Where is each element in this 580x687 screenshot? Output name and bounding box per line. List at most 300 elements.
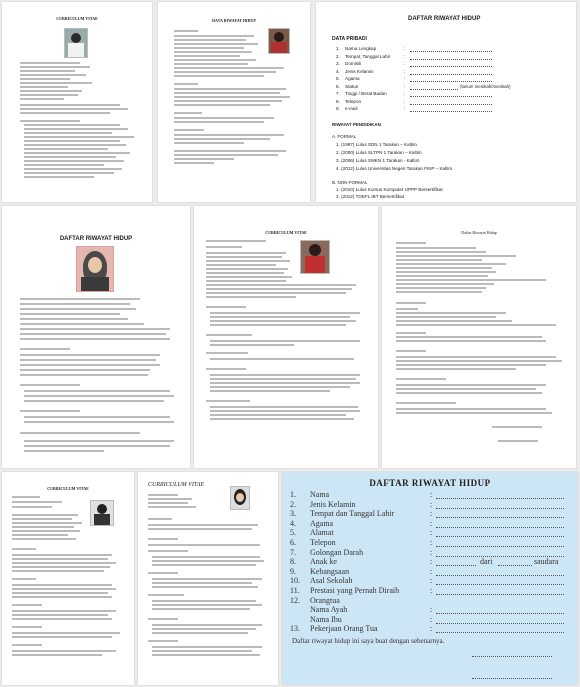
biodata-colon: : <box>430 557 433 567</box>
text-line <box>210 320 356 322</box>
text-line <box>20 86 68 88</box>
text-line <box>396 368 516 370</box>
text-line <box>174 83 198 85</box>
text-line <box>20 354 160 356</box>
text-line <box>24 450 104 452</box>
text-line <box>12 584 112 586</box>
text-line <box>20 98 64 100</box>
text-line <box>174 112 202 114</box>
text-line <box>206 296 296 298</box>
personal-field-value[interactable] <box>410 59 492 60</box>
biodata-colon: : <box>430 576 433 586</box>
text-line <box>12 618 112 620</box>
text-line <box>12 588 116 590</box>
text-line <box>498 440 538 442</box>
text-line <box>174 162 214 164</box>
text-line <box>152 646 262 648</box>
text-line <box>12 610 116 612</box>
text-line <box>396 271 496 273</box>
text-line <box>206 306 246 308</box>
anak-dari-label: dari <box>480 557 493 567</box>
text-line <box>24 152 130 154</box>
profile-photo <box>230 486 250 510</box>
text-line <box>210 410 360 412</box>
text-line <box>152 600 256 602</box>
text-line <box>206 352 248 354</box>
text-line <box>210 414 346 416</box>
biodata-value[interactable] <box>436 546 564 547</box>
text-line <box>206 400 250 402</box>
biodata-number: 3. <box>290 509 296 519</box>
biodata-number: 11. <box>290 586 300 595</box>
biodata-value[interactable] <box>436 508 564 509</box>
text-line <box>152 582 252 584</box>
personal-field-colon: : <box>404 98 406 104</box>
text-line <box>152 608 250 610</box>
text-line <box>24 421 174 423</box>
text-line <box>12 578 36 580</box>
biodata-colon: : <box>430 490 433 499</box>
text-line <box>20 432 140 434</box>
personal-field-colon: : <box>404 61 406 66</box>
personal-field-value[interactable] <box>410 51 492 52</box>
text-line <box>396 316 496 318</box>
text-line <box>12 501 62 503</box>
biodata-label: Telepon <box>310 538 336 547</box>
text-line <box>174 67 284 69</box>
text-line <box>396 388 536 390</box>
text-line <box>396 340 546 342</box>
text-line <box>206 272 284 274</box>
text-line <box>396 408 546 410</box>
cv-thumbnail-1[interactable] <box>2 2 152 202</box>
text-line <box>148 524 258 526</box>
text-line <box>206 264 276 266</box>
text-line <box>24 128 128 130</box>
text-line <box>24 160 124 162</box>
text-line <box>396 356 556 358</box>
text-line <box>396 267 492 269</box>
text-line <box>206 284 356 286</box>
text-line <box>12 530 80 532</box>
cv-thumbnail-8[interactable] <box>138 472 278 685</box>
personal-field-value[interactable] <box>410 74 492 75</box>
text-line <box>20 298 140 300</box>
cv-title: CURRICULUM VITAE <box>56 16 98 21</box>
text-line <box>24 144 126 146</box>
text-line <box>206 256 282 258</box>
text-line <box>20 318 128 320</box>
personal-field-label: 2. <box>336 53 340 59</box>
text-line <box>206 280 286 282</box>
text-line <box>396 350 426 352</box>
biodata-value[interactable] <box>436 632 564 633</box>
biodata-number: 6. <box>290 538 296 547</box>
biodata-colon: : <box>430 547 433 557</box>
text-line <box>148 572 178 574</box>
text-line <box>148 494 178 496</box>
text-line <box>210 316 350 318</box>
text-line <box>174 63 248 65</box>
text-line <box>396 332 426 334</box>
text-line <box>396 287 486 289</box>
text-line <box>396 402 456 404</box>
biodata-number: 2. <box>290 499 296 509</box>
personal-field-label: Tinggi / Berat Badan <box>345 91 387 96</box>
text-line <box>24 124 120 126</box>
text-line <box>174 104 270 106</box>
text-line <box>20 66 90 68</box>
biodata-value[interactable] <box>436 498 564 499</box>
formal-education-item: 3. (2006) Lulus SMKN 1 Tarakan - Kaltim <box>336 158 420 163</box>
text-line <box>174 51 252 53</box>
biodata-number: 5. <box>290 528 296 538</box>
text-line <box>24 168 122 170</box>
text-line <box>396 302 426 304</box>
text-line <box>396 247 476 249</box>
text-line <box>174 117 274 119</box>
cv-title: CURRICULUM VITAE <box>265 230 307 235</box>
text-line <box>174 75 264 77</box>
personal-field-colon: : <box>404 46 406 51</box>
text-line <box>20 104 120 106</box>
text-line <box>12 626 42 628</box>
personal-field-label: 6. <box>336 83 340 89</box>
biodata-colon: : <box>430 528 433 538</box>
text-line <box>174 71 276 73</box>
biodata-value[interactable] <box>498 565 532 566</box>
text-line <box>12 514 78 516</box>
text-line <box>24 440 174 442</box>
text-line <box>174 30 198 32</box>
text-line <box>24 445 170 447</box>
personal-field-value[interactable] <box>410 81 492 82</box>
personal-field-colon: : <box>404 76 406 81</box>
text-line <box>12 548 36 550</box>
text-line <box>12 518 72 520</box>
text-line <box>20 120 80 122</box>
text-line <box>12 592 108 594</box>
text-line <box>20 364 160 366</box>
text-line <box>174 100 282 102</box>
cv-thumbnail-5[interactable] <box>194 206 378 468</box>
cv-title: DATA RIWAYAT HIDUP <box>212 18 256 23</box>
biodata-value[interactable] <box>436 594 564 595</box>
biodata-value[interactable] <box>436 613 564 614</box>
text-line <box>148 538 178 540</box>
text-line <box>20 374 148 376</box>
text-line <box>174 138 270 140</box>
text-line <box>396 308 418 310</box>
text-line <box>20 108 128 110</box>
personal-field-label: Nama Lengkap <box>345 46 377 51</box>
text-line <box>20 338 170 340</box>
text-line <box>12 636 112 638</box>
text-line <box>396 392 542 394</box>
text-line <box>210 418 354 420</box>
cv-title: Daftar Riwayat Hidup <box>461 230 497 235</box>
text-line <box>210 312 360 314</box>
text-line <box>210 340 360 342</box>
text-line <box>12 654 102 656</box>
biodata-label: Nama <box>310 490 330 499</box>
text-line <box>148 618 178 620</box>
biodata-label: Nama Ayah <box>310 605 348 615</box>
text-line <box>12 632 120 634</box>
text-line <box>152 632 248 634</box>
section-personal: DATA PRIBADI <box>332 36 367 42</box>
text-line <box>396 364 546 366</box>
text-line <box>24 148 108 150</box>
biodata-number: 7. <box>290 547 296 557</box>
text-line <box>396 283 494 285</box>
biodata-label: Anak ke <box>310 557 337 567</box>
text-line <box>396 312 506 314</box>
cv-thumbnail-4[interactable] <box>2 206 190 468</box>
formal-education-item: 1. (1997) Lulus SDN 1 Tarakan – Kaltim <box>336 142 417 147</box>
text-line <box>206 252 286 254</box>
biodata-value[interactable] <box>436 584 564 585</box>
text-line <box>152 578 262 580</box>
saudara-label: saudara <box>534 557 559 567</box>
biodata-value[interactable] <box>436 623 564 624</box>
text-line <box>20 112 110 114</box>
biodata-colon: : <box>430 538 433 547</box>
text-line <box>396 360 562 362</box>
text-line <box>148 544 260 546</box>
biodata-colon: : <box>430 509 433 519</box>
text-line <box>12 534 68 536</box>
cv-title: CURRICULUM VITAE <box>148 482 205 488</box>
personal-field-label: 4. <box>336 68 340 74</box>
text-line <box>20 62 80 64</box>
personal-field-value[interactable] <box>410 104 492 105</box>
text-line <box>396 263 506 265</box>
biodata-number: 8. <box>290 557 296 567</box>
text-line <box>174 150 286 152</box>
text-line <box>20 78 70 80</box>
text-line <box>24 156 116 158</box>
personal-fields <box>336 46 566 116</box>
signature-date-line <box>472 656 552 657</box>
biodata-label: Pekerjaan Orang Tua <box>310 624 378 634</box>
formal-education-item: 4. (2012) Lulus Universitas Negeri Tarakan FKIP – Kaltim <box>336 166 453 171</box>
text-line <box>492 426 542 428</box>
text-line <box>148 550 188 552</box>
personal-field-label: Jenis Kelamin <box>345 68 374 74</box>
text-line <box>174 47 244 49</box>
text-line <box>12 566 110 568</box>
text-line <box>174 39 246 41</box>
text-line <box>396 336 542 338</box>
text-line <box>210 378 356 380</box>
cv-thumbnail-9[interactable] <box>282 472 578 685</box>
profile-photo <box>268 28 290 54</box>
personal-field-label: Domisili <box>345 61 362 66</box>
nonformal-list <box>336 187 566 201</box>
biodata-label: Jenis Kelamin <box>310 499 356 509</box>
text-line <box>24 400 164 402</box>
text-line <box>174 158 234 160</box>
text-line <box>12 614 108 616</box>
text-line <box>12 522 82 524</box>
text-line <box>24 132 112 134</box>
text-line <box>20 94 78 96</box>
cv-title: DAFTAR RIWAYAT HIDUP <box>408 16 481 22</box>
biodata-label: Agama <box>310 518 334 528</box>
personal-field-value[interactable] <box>410 66 492 67</box>
text-line <box>12 570 104 572</box>
text-line <box>24 140 120 142</box>
text-line <box>174 55 240 57</box>
text-line <box>210 406 358 408</box>
text-line <box>174 59 256 61</box>
profile-photo <box>90 500 114 526</box>
text-line <box>152 654 260 656</box>
text-line <box>152 560 264 562</box>
formal-education-item: 2. (2000) Lulus SLTPN 1 Tarakan – Kaltim <box>336 150 422 155</box>
text-line <box>206 268 288 270</box>
text-line <box>148 506 196 508</box>
text-line <box>152 586 258 588</box>
text-line <box>396 324 556 326</box>
profile-photo <box>76 246 114 292</box>
text-line <box>174 154 278 156</box>
text-line <box>12 538 76 540</box>
text-line <box>20 333 166 335</box>
biodata-colon: : <box>430 624 433 634</box>
text-line <box>174 134 284 136</box>
text-line <box>148 594 184 596</box>
biodata-label: Prestasi yang Pernah Diraih <box>310 586 400 595</box>
status-note: (belum menikah/menikah) <box>460 83 511 89</box>
text-line <box>396 279 546 281</box>
cv-thumbnail-3[interactable] <box>316 2 576 202</box>
text-line <box>174 142 244 144</box>
text-line <box>20 369 150 371</box>
personal-field-colon: : <box>404 106 406 111</box>
text-line <box>396 291 482 293</box>
text-line <box>396 242 426 244</box>
text-line <box>20 308 136 310</box>
closing-statement: Daftar riwayat hidup ini saya buat dengan sebenarnya. <box>292 637 445 645</box>
text-line <box>20 384 80 386</box>
text-line <box>396 384 546 386</box>
text-line <box>148 502 188 504</box>
personal-field-label: e-mail <box>345 106 358 111</box>
cv-thumbnail-6[interactable] <box>382 206 576 468</box>
text-line <box>20 303 130 305</box>
text-line <box>152 624 262 626</box>
text-line <box>20 74 86 76</box>
text-line <box>24 416 170 418</box>
text-line <box>148 640 178 642</box>
text-line <box>148 518 172 520</box>
biodata-label: Alamat <box>310 528 334 538</box>
biodata-list <box>282 490 578 660</box>
biodata-colon: : <box>430 614 433 624</box>
text-line <box>396 251 486 253</box>
text-line <box>210 374 360 376</box>
text-line <box>24 176 94 178</box>
text-line <box>396 259 482 261</box>
text-line <box>12 558 108 560</box>
personal-field-label: 5. <box>336 76 340 81</box>
text-line <box>206 260 290 262</box>
personal-field-label: 1. <box>336 46 340 51</box>
text-line <box>12 644 42 646</box>
biodata-label: Tempat dan Tanggal Lahir <box>310 509 395 519</box>
text-line <box>12 596 112 598</box>
biodata-label: Asal Sekolah <box>310 576 353 586</box>
biodata-value[interactable] <box>436 536 564 537</box>
text-line <box>12 526 74 528</box>
personal-field-colon: : <box>404 53 406 59</box>
text-line <box>152 650 252 652</box>
text-line <box>174 129 204 131</box>
text-line <box>24 390 170 392</box>
personal-field-label: Telepon <box>345 98 362 104</box>
personal-field-colon: : <box>404 91 406 96</box>
biodata-colon: : <box>430 566 433 576</box>
text-line <box>20 323 144 325</box>
biodata-number: 10. <box>290 576 300 586</box>
personal-field-value[interactable] <box>410 111 492 112</box>
text-line <box>206 276 292 278</box>
personal-field-label: Agama <box>345 76 360 81</box>
personal-field-label: 7. <box>336 91 340 96</box>
biodata-number: 13. <box>290 624 300 634</box>
text-line <box>20 313 120 315</box>
cv-thumbnail-7[interactable] <box>2 472 134 685</box>
signature-name-line <box>472 678 552 679</box>
nonformal-education-item: 1. (2010) Lulus Kursus Komputer UPPP Bersertifikat <box>336 187 443 192</box>
personal-field-colon: : <box>404 68 406 74</box>
profile-photo <box>64 28 88 58</box>
biodata-value[interactable] <box>436 517 564 518</box>
biodata-number: 1. <box>290 490 296 499</box>
personal-field-value[interactable] <box>410 96 492 97</box>
text-line <box>12 554 112 556</box>
text-line <box>174 121 264 123</box>
biodata-value[interactable] <box>436 527 564 528</box>
biodata-colon: : <box>430 518 433 528</box>
text-line <box>210 390 330 392</box>
text-line <box>206 240 266 242</box>
text-line <box>206 334 252 336</box>
personal-field-label: 9. <box>336 106 340 111</box>
personal-field-value[interactable] <box>410 89 458 90</box>
nonformal-label: B. NON FORMAL <box>332 180 368 185</box>
cv-title: DAFTAR RIWAYAT HIDUP <box>369 478 491 488</box>
text-line <box>20 328 170 330</box>
personal-field-label: 3. <box>336 61 340 66</box>
text-line <box>12 650 116 652</box>
biodata-value[interactable] <box>436 565 476 566</box>
cv-thumbnail-2[interactable] <box>158 2 310 202</box>
text-line <box>152 564 256 566</box>
text-line <box>396 320 512 322</box>
text-line <box>206 246 242 248</box>
biodata-value[interactable] <box>436 575 564 576</box>
biodata-label: Golongan Darah <box>310 547 364 557</box>
biodata-colon: : <box>430 499 433 509</box>
text-line <box>396 255 516 257</box>
biodata-colon: : <box>430 605 433 615</box>
text-line <box>12 604 42 606</box>
formal-list <box>336 142 566 176</box>
cv-title: CURRICULUM VITAE <box>47 486 89 491</box>
